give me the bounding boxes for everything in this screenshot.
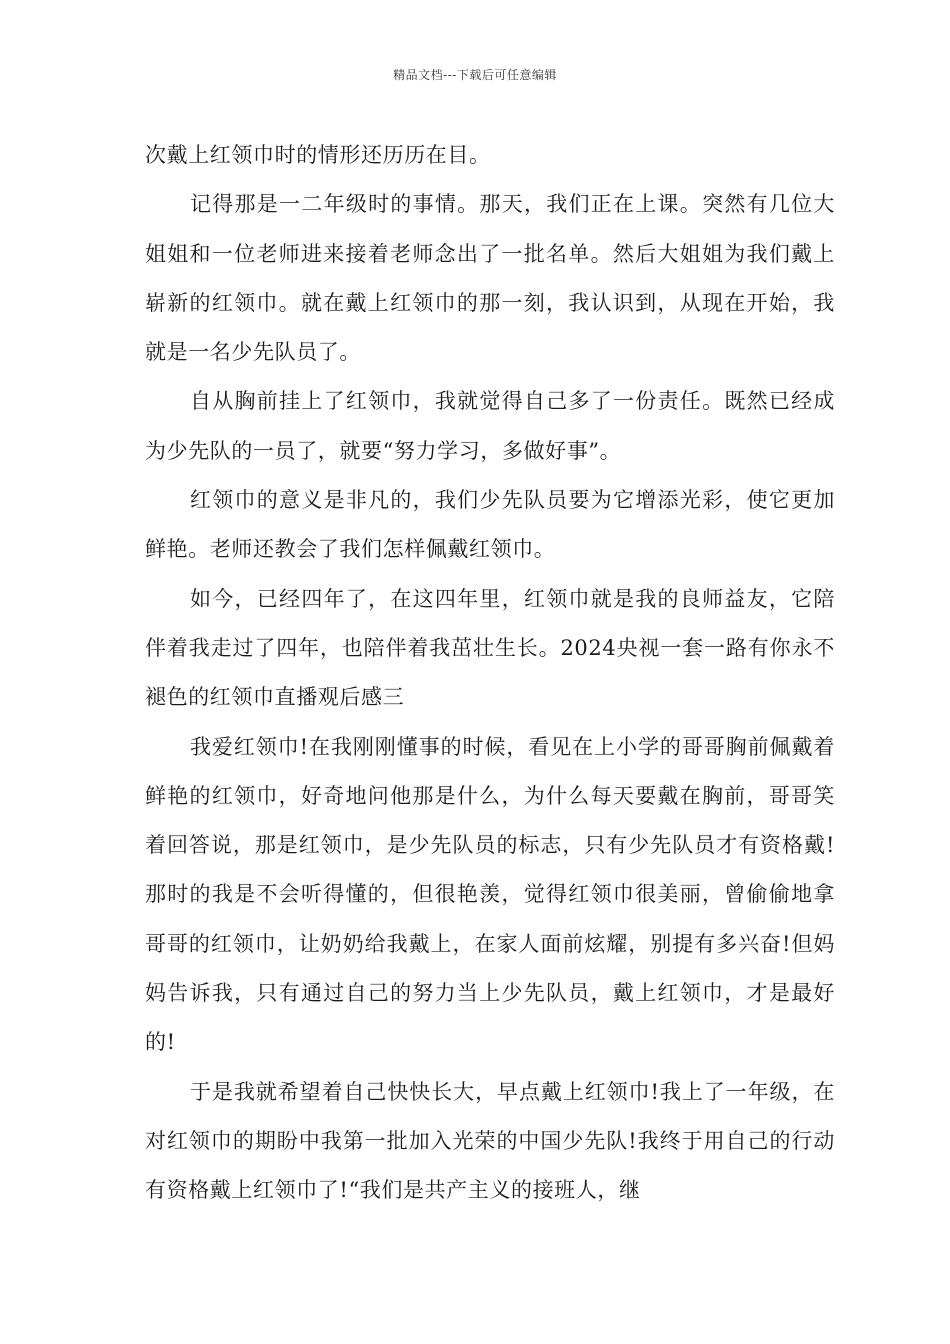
paragraph: 我爱红领巾!在我刚刚懂事的时候，看见在上小学的哥哥胸前佩戴着鲜艳的红领巾，好奇地问他那是什么，为什么每天要戴在胸前，哥哥笑着回答说，那是红领巾，是少先队员的标志，只有少先队员才有资格戴!那时的我是不会听得懂的，但很艳羡，觉得红领巾很美丽，曾偷偷地拿哥哥的红领巾，让奶奶给我戴上，在家人面前炫耀，别提有多兴奋!但妈妈告诉我，只有通过自己的努力当上少先队员，戴上红领巾，才是最好的!	[145, 734, 835, 1055]
document-body	[145, 131, 835, 1216]
paragraph: 次戴上红领巾时的情形还历历在目。	[145, 143, 491, 167]
page-header: 精品文档---下载后可任意编辑	[393, 68, 557, 82]
paragraph: 于是我就希望着自己快快长大，早点戴上红领巾!我上了一年级，在对红领巾的期盼中我第一批加入光荣的中国少先队!我终于用自己的行动有资格戴上红领巾了!“我们是共产主义的接班人，继	[145, 1079, 835, 1203]
paragraph: 记得那是一二年级时的事情。那天，我们正在上课。突然有几位大姐姐和一位老师进来接着老师念出了一批名单。然后大姐姐为我们戴上崭新的红领巾。就在戴上红领巾的那一刻，我认识到，从现在开始，我就是一名少先队员了。	[145, 192, 835, 365]
paragraph: 自从胸前挂上了红领巾，我就觉得自己多了一份责任。既然已经成为少先队的一员了，就要“努力学习，多做好事”。	[145, 389, 835, 463]
paragraph: 红领巾的意义是非凡的，我们少先队员要为它增添光彩，使它更加鲜艳。老师还教会了我们怎样佩戴红领巾。	[145, 488, 835, 562]
paragraph: 如今，已经四年了，在这四年里，红领巾就是我的良师益友，它陪伴着我走过了四年，也陪伴着我茁壮生长。2024央视一套一路有你永不褪色的红领巾直播观后感三	[145, 586, 835, 710]
